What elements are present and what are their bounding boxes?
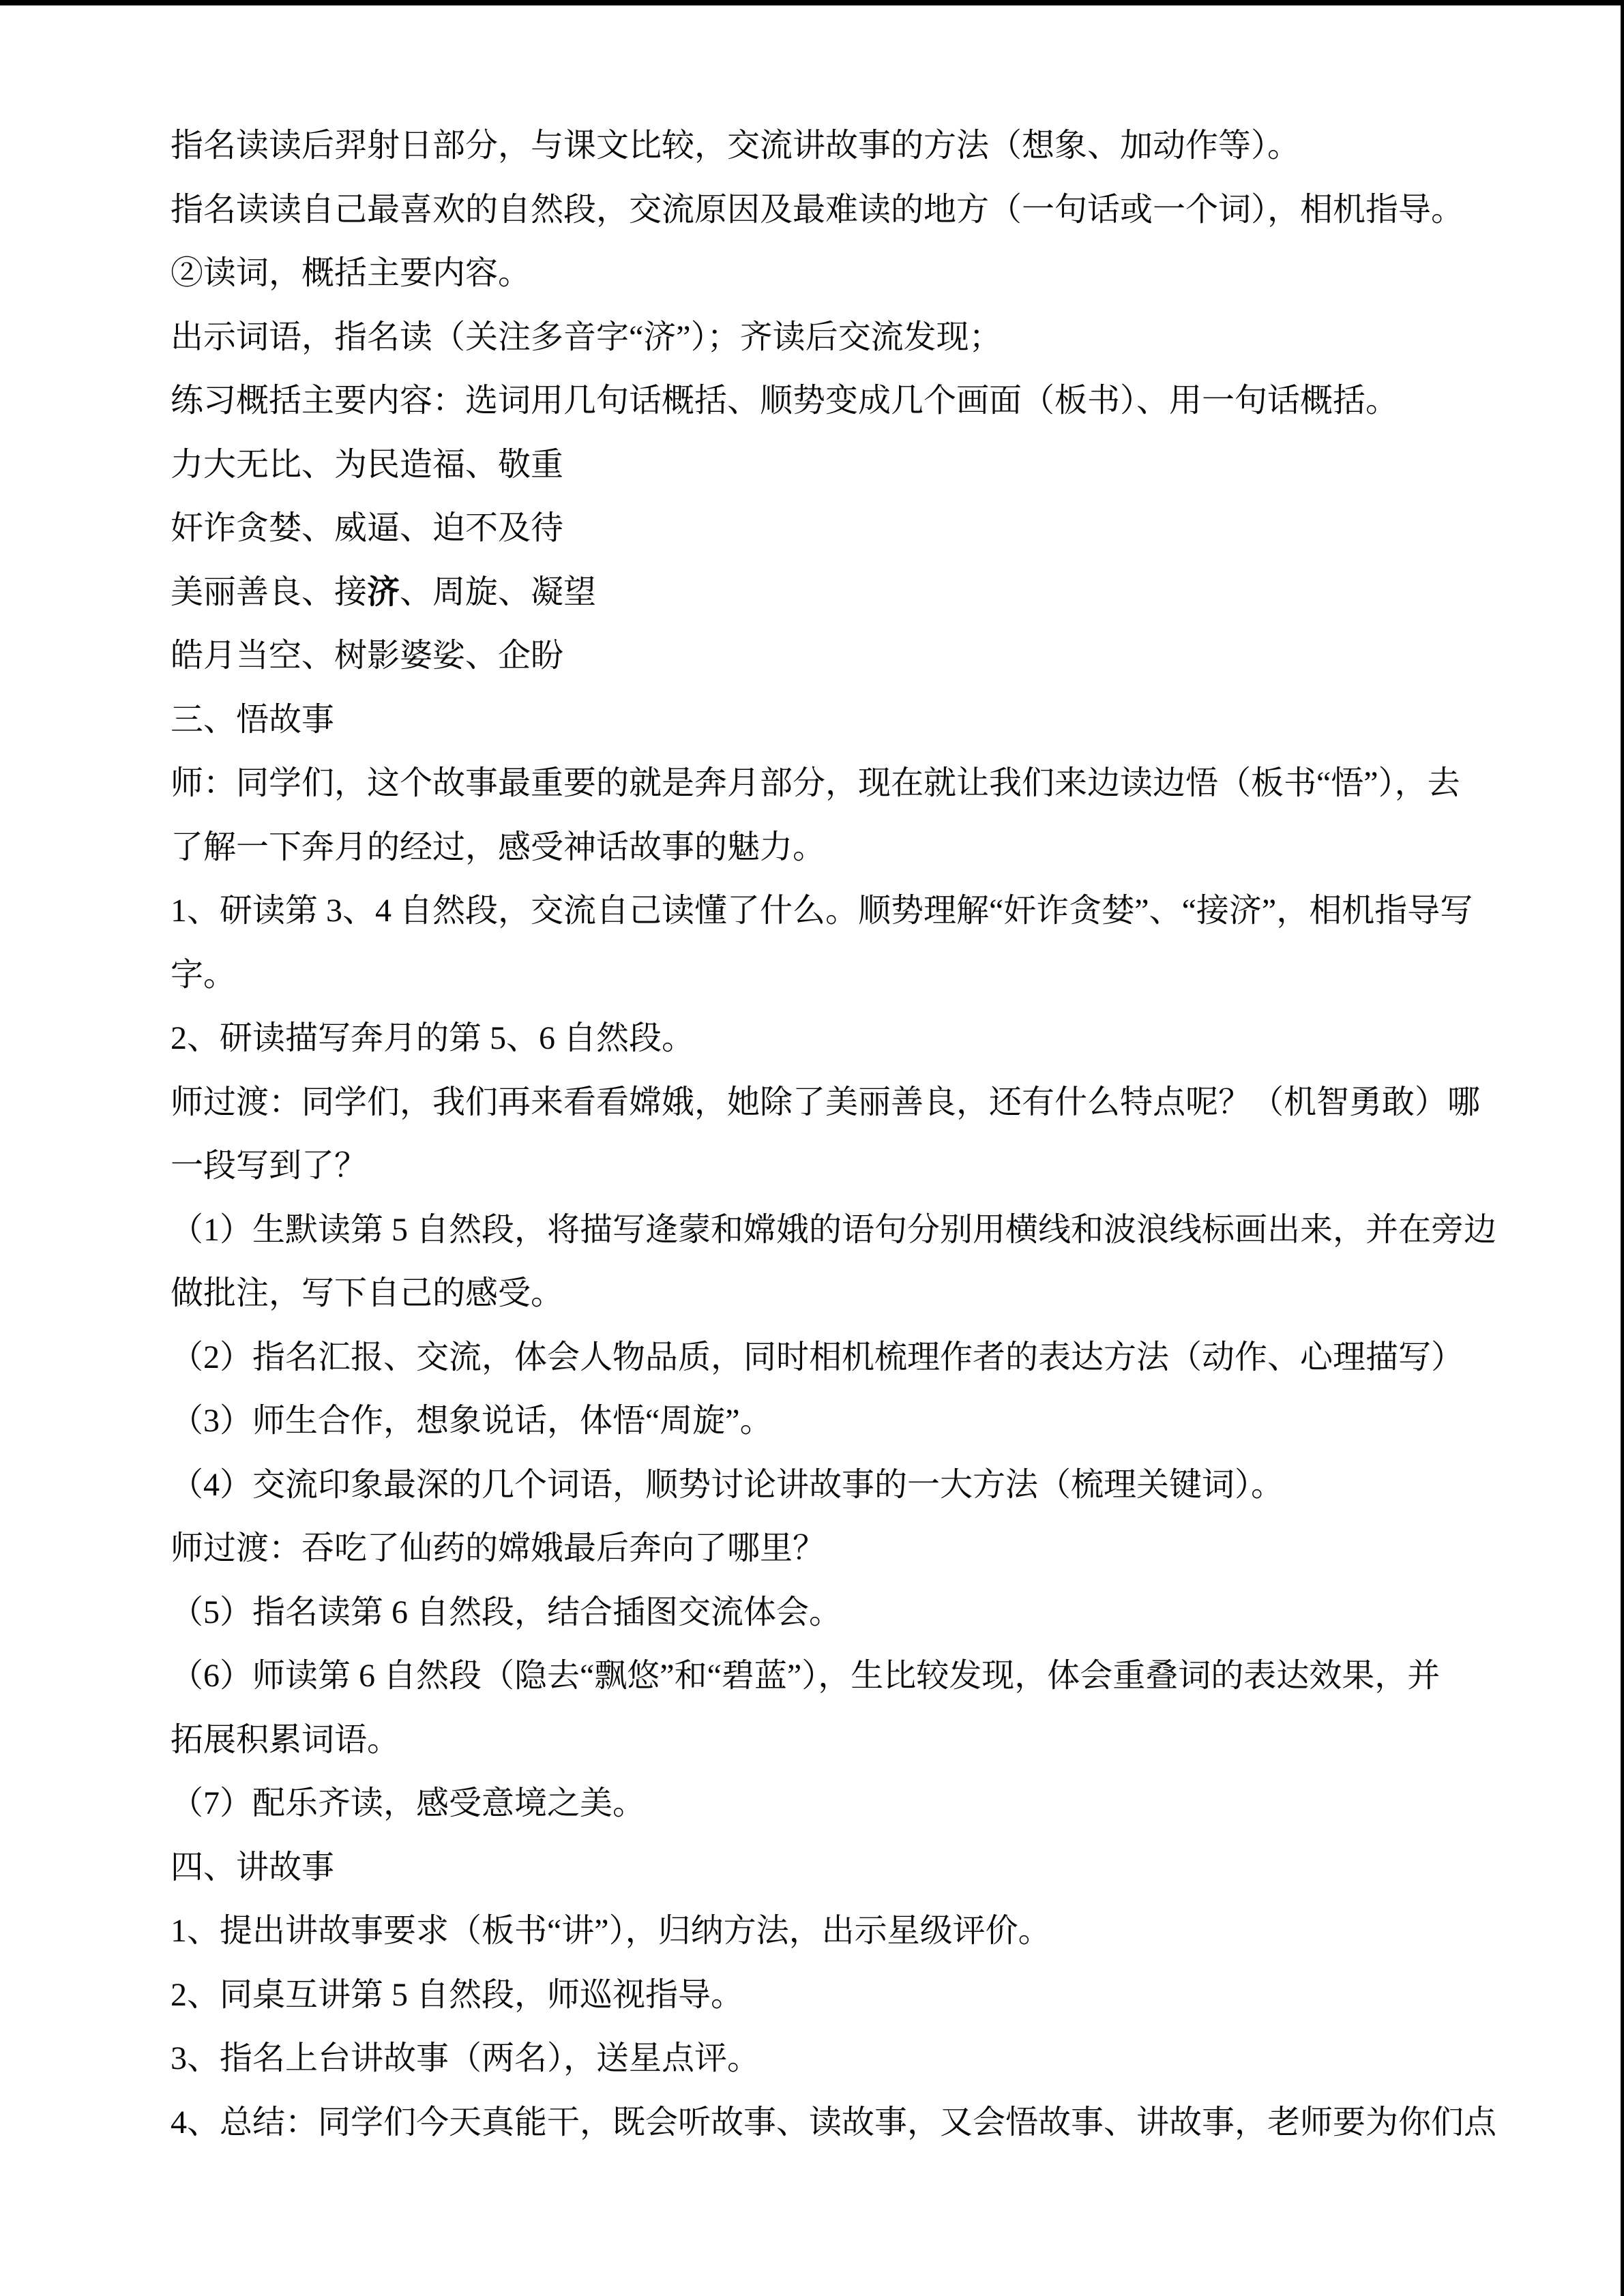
page-border-top	[0, 0, 1624, 5]
text-line-06-word-list: 力大无比、为民造福、敬重	[171, 446, 564, 483]
text-line-02: 指名读读自己最喜欢的自然段，交流原因及最难读的地方（一句话或一个词），相机指导。	[171, 191, 1464, 228]
text-line-25: （6）师读第 6 自然段（隐去“飘悠”和“碧蓝”），生比较发现，体会重叠词的表达效果，并	[171, 1658, 1441, 1694]
text-line-29: 1、提出讲故事要求（板书“讲”），归纳方法，出示星级评价。	[171, 1913, 1051, 1949]
bold-character: 济	[367, 573, 400, 610]
text-line-01: 指名读读后羿射日部分，与课文比较，交流讲故事的方法（想象、加动作等）。	[171, 128, 1301, 164]
text-line-18: （1）生默读第 5 自然段，将描写逄蒙和嫦娥的语句分别用横线和波浪线标画出来，并在旁边	[171, 1211, 1497, 1248]
text-line-31: 3、指名上台讲故事（两名），送星点评。	[171, 2040, 761, 2076]
word-list-segment: 美丽善良、接	[171, 573, 368, 610]
text-line-22: （4）交流印象最深的几个词语，顺势讨论讲故事的一大方法（梳理关键词）。	[171, 1466, 1284, 1503]
text-line-27: （7）配乐齐读，感受意境之美。	[171, 1785, 646, 1821]
lesson-plan-text	[171, 114, 1497, 2154]
page-border-right	[1621, 0, 1624, 2296]
text-line-19: 做批注，写下自己的感受。	[171, 1275, 564, 1311]
text-line-17: 一段写到了？	[171, 1148, 368, 1184]
text-line-09-word-list: 皓月当空、树影婆娑、企盼	[171, 638, 564, 674]
text-line-10-section-heading: 三、悟故事	[171, 701, 335, 738]
text-line-07-word-list: 奸诈贪婪、威逼、迫不及待	[171, 510, 564, 546]
text-line-15: 2、研读描写奔月的第 5、6 自然段。	[171, 1020, 695, 1056]
text-line-23: 师过渡：吞吃了仙药的嫦娥最后奔向了哪里？	[171, 1530, 826, 1566]
text-line-03: ②读词，概括主要内容。	[171, 255, 531, 291]
text-line-13: 1、研读第 3、4 自然段，交流自己读懂了什么。顺势理解“奸诈贪婪”、“接济”，相机指导写	[171, 893, 1473, 929]
text-line-05: 练习概括主要内容：选词用几句话概括、顺势变成几个画面（板书）、用一句话概括。	[171, 383, 1399, 419]
text-line-21: （3）师生合作，想象说话，体悟“周旋”。	[171, 1403, 773, 1439]
text-line-24: （5）指名读第 6 自然段，结合插图交流体会。	[171, 1594, 842, 1630]
text-line-28-section-heading: 四、讲故事	[171, 1849, 335, 1885]
text-line-12: 了解一下奔月的经过，感受神话故事的魅力。	[171, 829, 826, 865]
text-line-14: 字。	[171, 956, 237, 993]
text-line-11: 师：同学们，这个故事最重要的就是奔月部分，现在就让我们来边读边悟（板书“悟”），去	[171, 765, 1460, 801]
word-list-segment: 、周旋、凝望	[400, 573, 597, 610]
text-line-04: 出示词语，指名读（关注多音字“济”）；齐读后交流发现；	[171, 318, 1002, 355]
text-line-20: （2）指名汇报、交流，体会人物品质，同时相机梳理作者的表达方法（动作、心理描写）	[171, 1339, 1464, 1375]
text-line-26: 拓展积累词语。	[171, 1721, 400, 1758]
text-line-32: 4、总结：同学们今天真能干，既会听故事、读故事，又会悟故事、讲故事，老师要为你们点	[171, 2104, 1497, 2141]
text-line-16: 师过渡：同学们，我们再来看看嫦娥，她除了美丽善良，还有什么特点呢？（机智勇敢）哪	[171, 1084, 1481, 1120]
text-line-08-word-list	[171, 561, 1470, 625]
text-line-30: 2、同桌互讲第 5 自然段，师巡视指导。	[171, 1976, 744, 2013]
